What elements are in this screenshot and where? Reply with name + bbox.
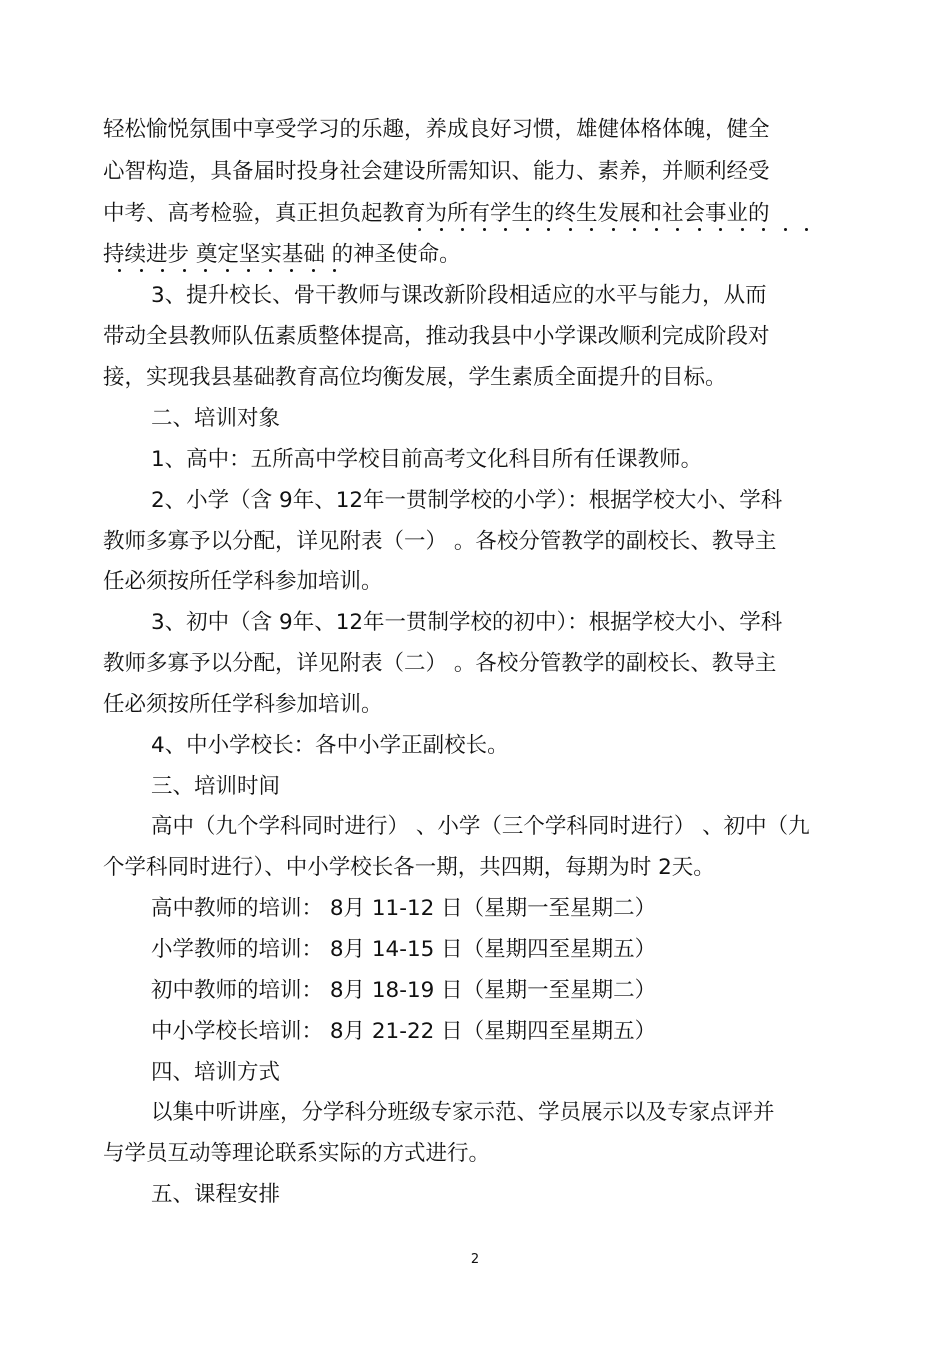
- emphasis-dots-2: [110, 269, 340, 275]
- text-line-18: 高中（九个学科同时进行） 、小学（三个学科同时进行） 、初中（九: [151, 814, 810, 839]
- emphasis-dot: [312, 269, 315, 272]
- emphasis-dot: [547, 228, 550, 231]
- section-heading-4: 四、培训方式: [151, 1060, 281, 1085]
- emphasis-dot: [418, 228, 421, 231]
- text-line-5: 3、提升校长、骨干教师与课改新阶段相适应的水平与能力，从而: [151, 283, 767, 308]
- emphasis-dot: [183, 269, 186, 272]
- text-line-7: 接，实现我县基础教育高位均衡发展，学生素质全面提升的目标。: [103, 365, 727, 390]
- text-line-15: 任必须按所任学科参加培训。: [103, 692, 383, 717]
- text-line-2: 心智构造，具备届时投身社会建设所需知识、能力、素养，并顺利经受: [103, 159, 770, 184]
- text-line-25: 以集中听讲座，分学科分班级专家示范、学员展示以及专家点评并: [151, 1100, 775, 1125]
- emphasis-dot: [655, 228, 658, 231]
- emphasis-dot: [612, 228, 615, 231]
- schedule-line-1: 高中教师的培训： 8月 11-12 日（星期一至星期二）: [151, 896, 657, 921]
- text-line-19: 个学科同时进行）、中小学校长各一期，共四期，每期为时 2天。: [103, 855, 715, 880]
- emphasis-dot: [784, 228, 787, 231]
- emphasis-dots-1: [410, 228, 810, 234]
- emphasis-dot: [569, 228, 572, 231]
- emphasis-dot: [247, 269, 250, 272]
- text-line-3: 中考、高考检验，真正担负起教育为所有学生的终生发展和社会事业的: [103, 201, 770, 226]
- emphasis-dot: [269, 269, 272, 272]
- text-line-16: 4、中小学校长：各中小学正副校长。: [151, 733, 509, 758]
- emphasis-dot: [590, 228, 593, 231]
- text-line-26: 与学员互动等理论联系实际的方式进行。: [103, 1141, 491, 1166]
- emphasis-dot: [741, 228, 744, 231]
- emphasis-dot: [504, 228, 507, 231]
- page-number: 2: [470, 1252, 480, 1267]
- text-line-6: 带动全县教师队伍素质整体提高，推动我县中小学课改顺利完成阶段对: [103, 324, 770, 349]
- text-line-4: 持续进步 奠定坚实基础 的神圣使命。: [103, 242, 461, 267]
- emphasis-dot: [118, 269, 121, 272]
- emphasis-dot: [226, 269, 229, 272]
- section-heading-3: 三、培训时间: [151, 774, 281, 799]
- text-line-1: 轻松愉悦氛围中享受学习的乐趣，养成良好习惯，雄健体格体魄，健全: [103, 117, 770, 142]
- emphasis-dot: [805, 228, 808, 231]
- emphasis-dot: [333, 269, 336, 272]
- schedule-line-2: 小学教师的培训： 8月 14-15 日（星期四至星期五）: [151, 937, 657, 962]
- emphasis-dot: [526, 228, 529, 231]
- emphasis-dot: [698, 228, 701, 231]
- emphasis-dot: [204, 269, 207, 272]
- text-line-11: 教师多寡予以分配，详见附表（一） 。各校分管教学的副校长、教导主: [103, 529, 777, 554]
- emphasis-dot: [483, 228, 486, 231]
- emphasis-dot: [440, 228, 443, 231]
- section-heading-2: 二、培训对象: [151, 406, 281, 431]
- emphasis-dot: [762, 228, 765, 231]
- section-heading-5: 五、课程安排: [151, 1182, 281, 1207]
- text-line-10: 2、小学（含 9年、12年一贯制学校的小学）：根据学校大小、学科: [151, 488, 783, 513]
- emphasis-dot: [676, 228, 679, 231]
- emphasis-dot: [140, 269, 143, 272]
- text-line-14: 教师多寡予以分配，详见附表（二） 。各校分管教学的副校长、教导主: [103, 651, 777, 676]
- text-line-13: 3、初中（含 9年、12年一贯制学校的初中）：根据学校大小、学科: [151, 610, 783, 635]
- emphasis-dot: [719, 228, 722, 231]
- emphasis-dot: [161, 269, 164, 272]
- schedule-line-4: 中小学校长培训： 8月 21-22 日（星期四至星期五）: [151, 1019, 657, 1044]
- text-line-9: 1、高中：五所高中学校目前高考文化科目所有任课教师。: [151, 447, 703, 472]
- emphasis-dot: [461, 228, 464, 231]
- emphasis-dot: [290, 269, 293, 272]
- text-line-12: 任必须按所任学科参加培训。: [103, 569, 383, 594]
- emphasis-dot: [633, 228, 636, 231]
- schedule-line-3: 初中教师的培训： 8月 18-19 日（星期一至星期二）: [151, 978, 657, 1003]
